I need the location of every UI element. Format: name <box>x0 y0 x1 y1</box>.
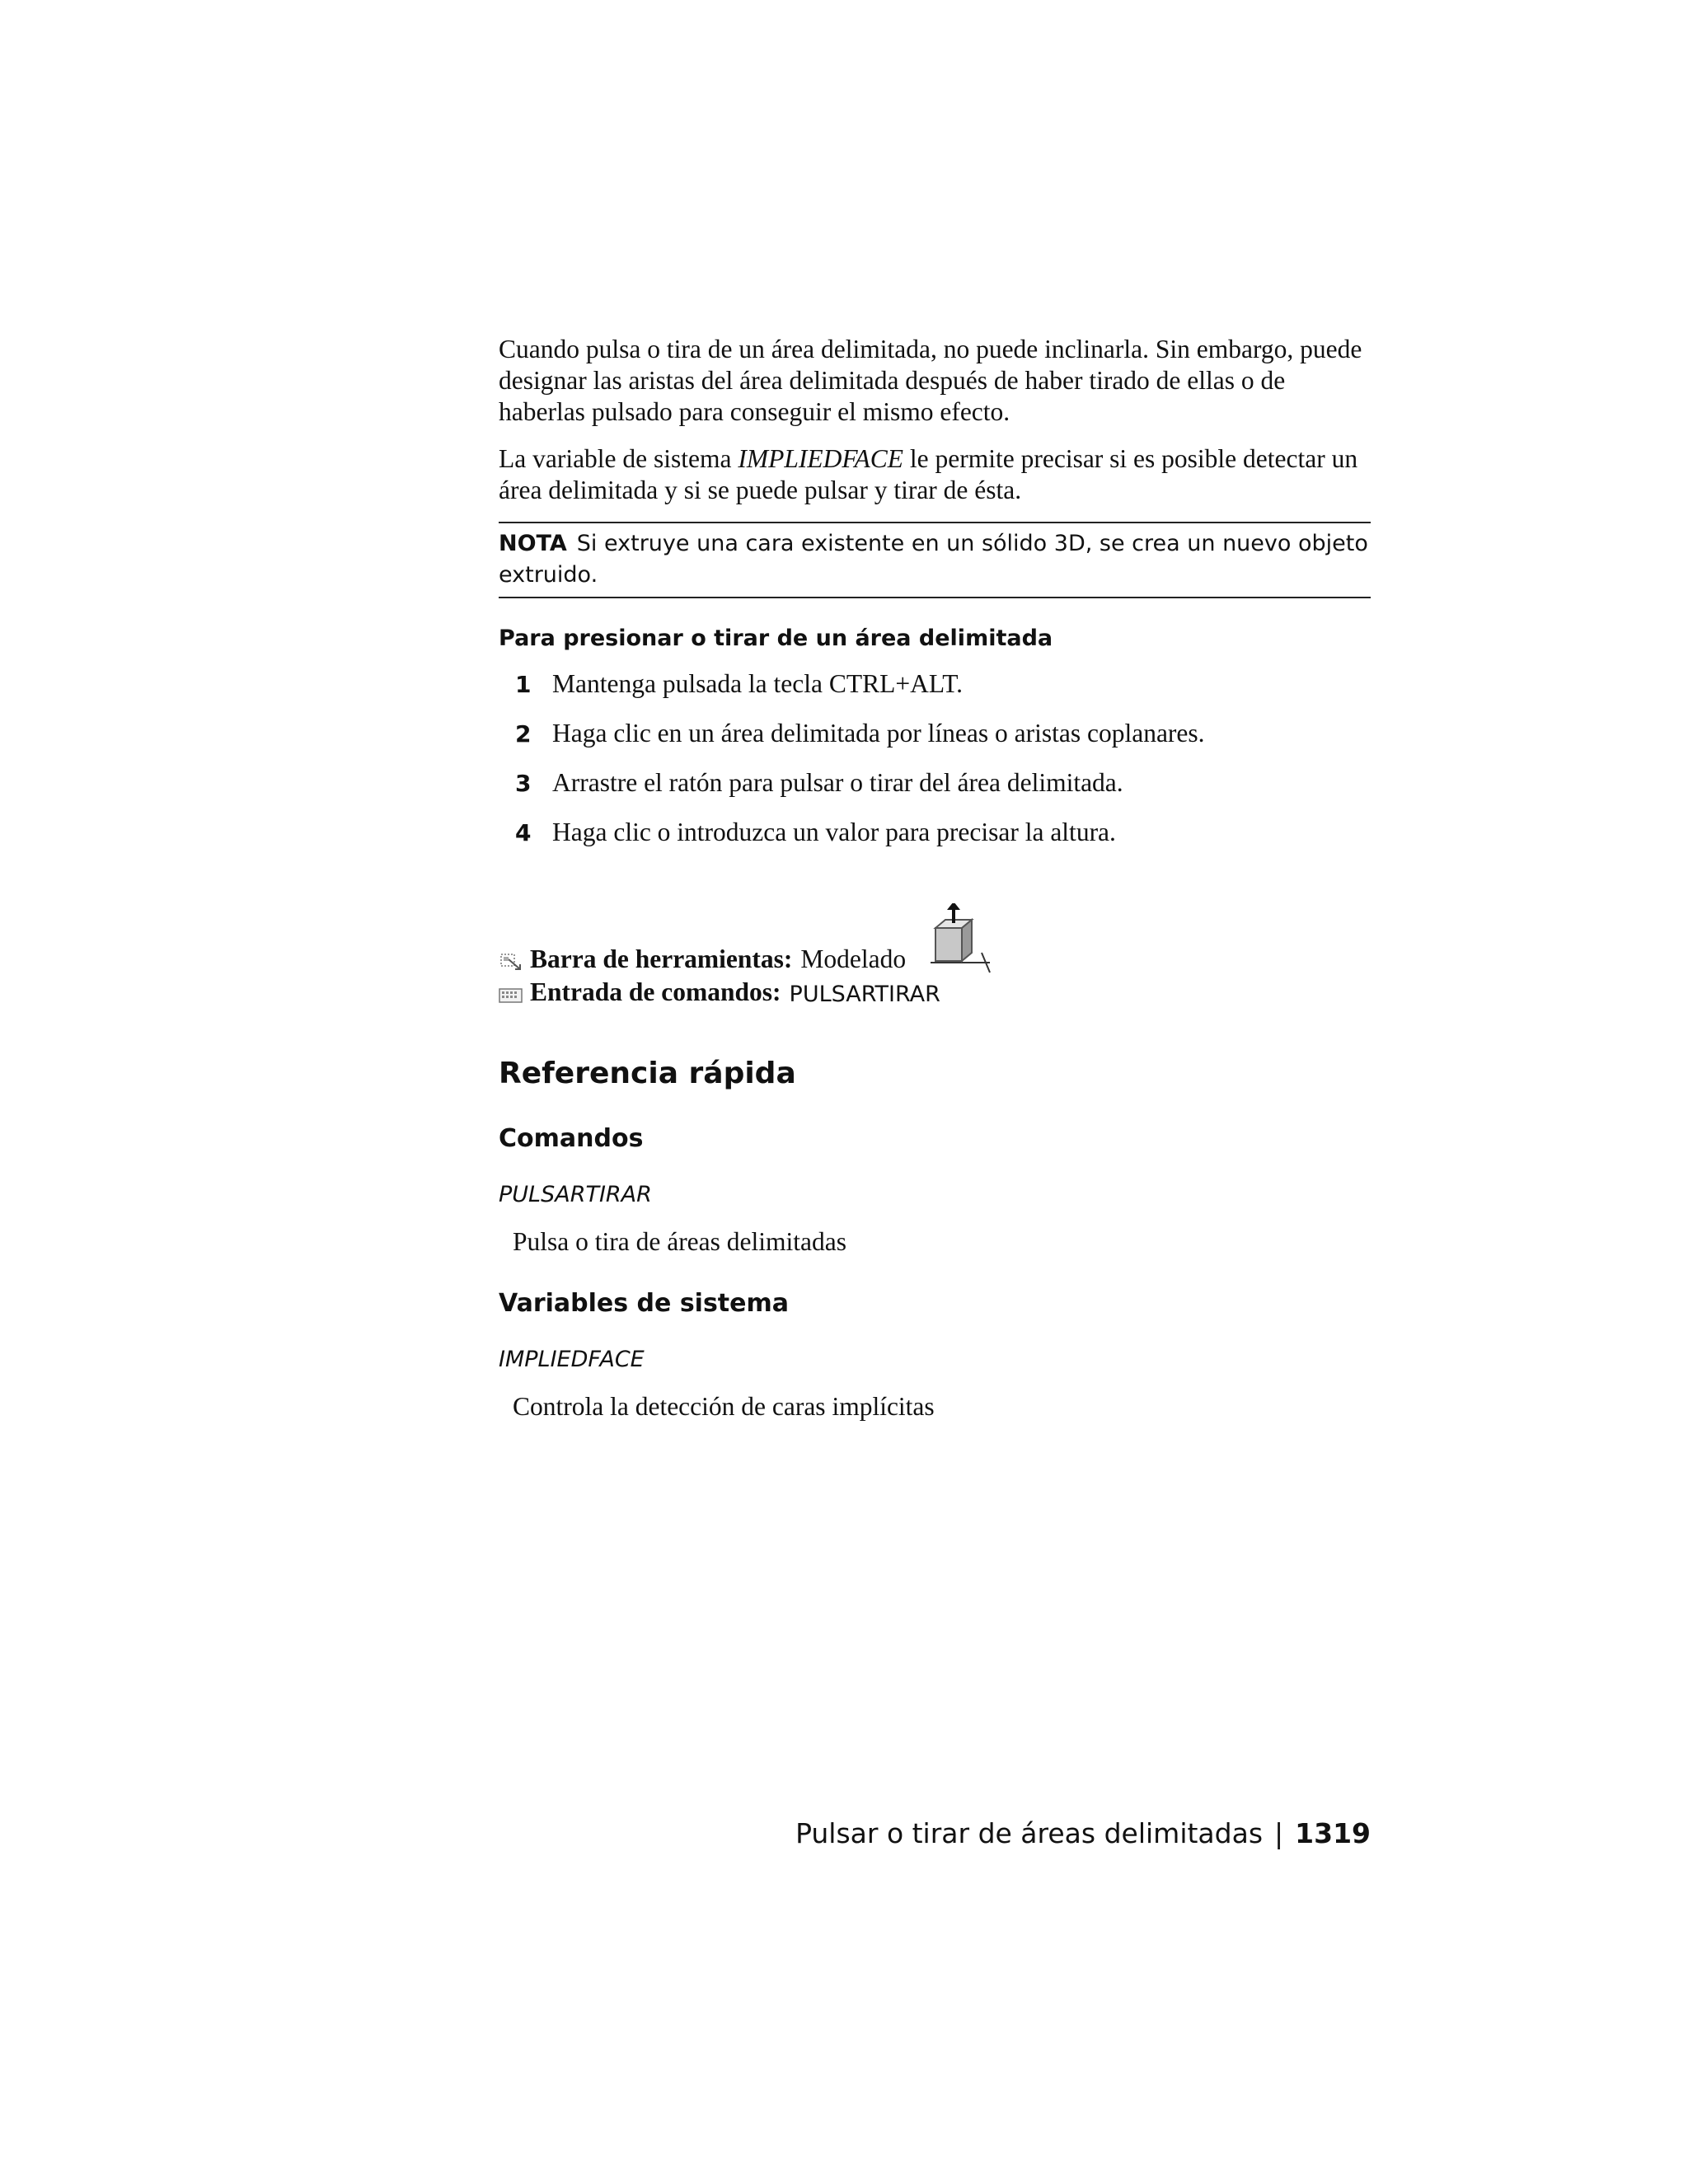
system-variable-description: Controla la detección de caras implícitas <box>513 1392 935 1421</box>
access-methods <box>499 908 1371 1007</box>
step-text: Haga clic en un área delimitada por líneas o aristas coplanares. <box>552 719 1205 748</box>
step-item <box>499 669 1371 719</box>
paragraph-text-before: La variable de sistema <box>499 444 738 473</box>
toolbar-icon <box>499 949 523 971</box>
page-content <box>499 334 1371 1422</box>
access-toolbar-row <box>499 908 1371 974</box>
procedure-steps <box>499 669 1371 867</box>
paragraph-text-after: le permite precisar si es posible detectar un área delimitada y si se puede pulsar y tirar de ésta. <box>499 444 1358 504</box>
step-number: 3 <box>515 770 532 797</box>
step-item <box>499 818 1371 867</box>
step-number: 4 <box>515 819 532 846</box>
page-number: 1319 <box>1295 1817 1371 1849</box>
command-description: Pulsa o tira de áreas delimitadas <box>513 1227 846 1256</box>
note-text: Si extruye una cara existente en un sólido 3D, se crea un nuevo objeto extruido. <box>499 531 1368 588</box>
procedure-title: Para presionar o tirar de un área delimitada <box>499 626 1053 651</box>
footer-separator: | <box>1274 1817 1284 1849</box>
note-box <box>499 522 1371 598</box>
quick-reference-title: Referencia rápida <box>499 1057 796 1090</box>
system-variable-link[interactable]: IMPLIEDFACE <box>499 1347 645 1372</box>
commands-heading: Comandos <box>499 1124 644 1153</box>
step-number: 2 <box>515 720 532 748</box>
note-label: NOTA <box>499 531 567 556</box>
command-value: PULSARTIRAR <box>789 982 940 1007</box>
system-variables-heading: Variables de sistema <box>499 1289 790 1318</box>
step-text: Haga clic o introduzca un valor para precisar la altura. <box>552 818 1116 846</box>
step-item <box>499 768 1371 818</box>
step-text: Mantenga pulsada la tecla CTRL+ALT. <box>552 669 964 698</box>
paragraph-intro: Cuando pulsa o tira de un área delimitada, no puede inclinarla. Sin embargo, puede designar las aristas del área delimitada después de haber tirado de ellas o de haberlas pulsado para conseguir el mismo efecto. <box>499 335 1362 426</box>
command-name-link[interactable]: PULSARTIRAR <box>499 1182 652 1207</box>
keyboard-icon <box>499 982 523 1004</box>
step-number: 1 <box>515 671 532 698</box>
page-footer <box>795 1817 1371 1849</box>
command-label: Entrada de comandos: <box>530 977 781 1006</box>
footer-title: Pulsar o tirar de áreas delimitadas <box>795 1817 1264 1849</box>
step-text: Arrastre el ratón para pulsar o tirar del área delimitada. <box>552 768 1123 797</box>
step-item <box>499 719 1371 768</box>
system-variable-name: IMPLIEDFACE <box>738 444 904 473</box>
toolbar-label: Barra de herramientas: <box>530 944 793 973</box>
toolbar-value: Modelado <box>800 944 907 973</box>
paragraph-impliedface <box>499 443 1371 506</box>
access-command-row <box>499 974 1371 1007</box>
presspull-tool-icon[interactable] <box>922 903 996 977</box>
